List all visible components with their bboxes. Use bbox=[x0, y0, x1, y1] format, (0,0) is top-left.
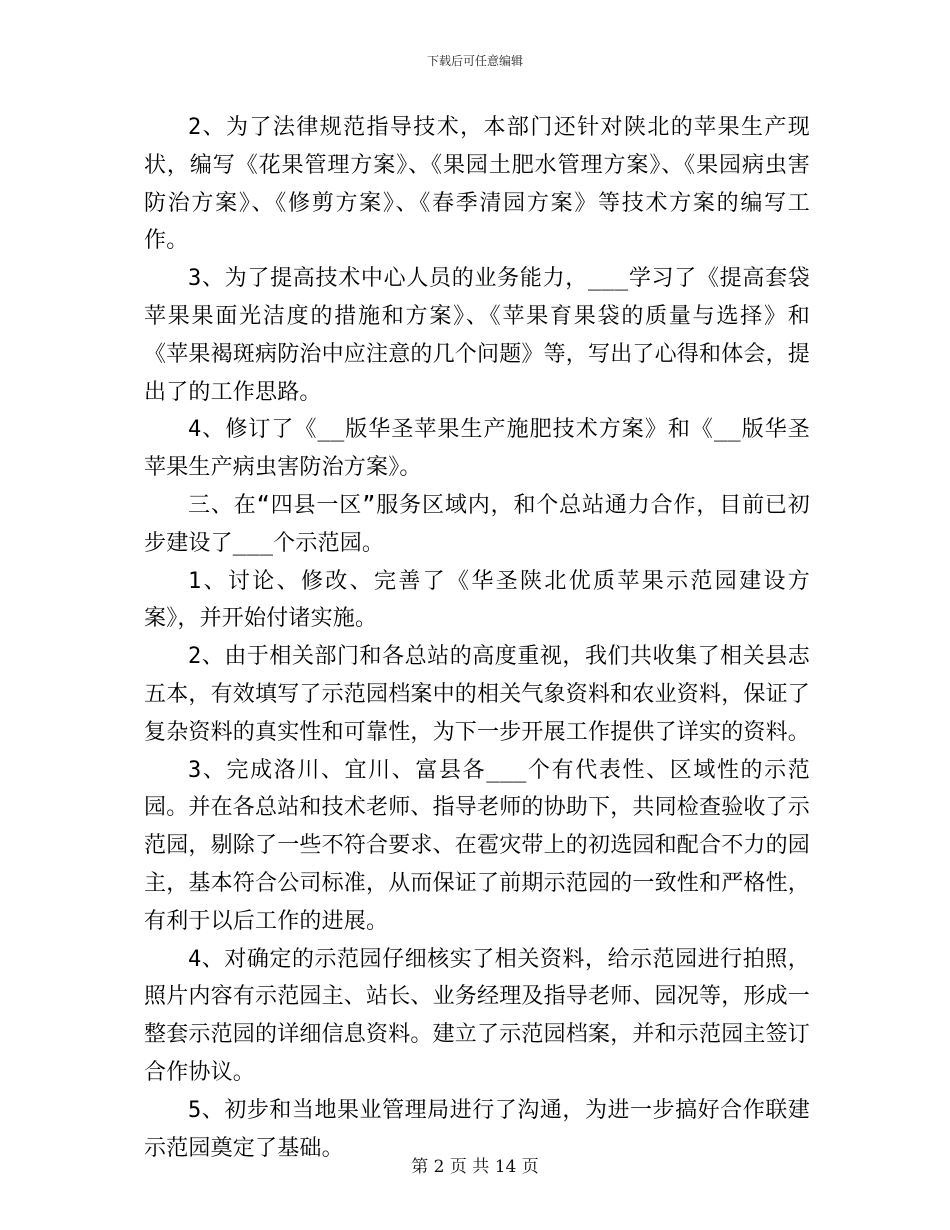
paragraph: 三、在“四县一区”服务区域内，和个总站通力合作，目前已初步建设了___个示范园。 bbox=[144, 492, 810, 556]
paragraph: 1、讨论、修改、完善了《华圣陕北优质苹果示范园建设方案》，并开始付诸实施。 bbox=[144, 568, 810, 632]
paragraph: 3、完成洛川、宜川、富县各___个有代表性、区域性的示范园。并在各总站和技术老师、指导老师的协助下，共同检查验收了示范园，剔除了一些不符合要求、在雹灾带上的初选园和配合不力的园主，基本符合公司标准，从而保证了前期示范园的一致性和严格性，有利于以后工作的进展。 bbox=[144, 757, 811, 934]
paragraph: 5、初步和当地果业管理局进行了沟通，为进一步搞好合作联建示范园奠定了基础。 bbox=[144, 1097, 810, 1161]
paragraph: 2、为了法律规范指导技术，本部门还针对陕北的苹果生产现状，编写《花果管理方案》、《果园土肥水管理方案》、《果园病虫害防治方案》、《修剪方案》、《春季清园方案》等技术方案的编写工作。 bbox=[144, 115, 810, 254]
paragraph: 2、由于相关部门和各总站的高度重视，我们共收集了相关县志五本，有效填写了示范园档案中的相关气象资料和农业资料，保证了复杂资料的真实性和可靠性，为下一步开展工作提供了详实的资料。 bbox=[144, 644, 811, 745]
document-body bbox=[144, 109, 810, 1167]
paragraph: 4、对确定的示范园仔细核实了相关资料，给示范园进行拍照，照片内容有示范园主、站长、业务经理及指导老师、园况等，形成一整套示范园的详细信息资料。建立了示范园档案，并和示范园主签订合作协议。 bbox=[144, 946, 811, 1085]
page-number: 第 2 页 共 14 页 bbox=[411, 1157, 539, 1177]
paragraph: 3、为了提高技术中心人员的业务能力，___学习了《提高套袋苹果果面光洁度的措施和方案》、《苹果育果袋的质量与选择》和《苹果褐斑病防治中应注意的几个问题》等，写出了心得和体会，提出了的工作思路。 bbox=[144, 266, 811, 405]
page-header: 下载后可任意编辑 bbox=[426, 54, 523, 68]
paragraph: 4、修订了《__版华圣苹果生产施肥技术方案》和《__版华圣苹果生产病虫害防治方案》。 bbox=[144, 417, 810, 481]
